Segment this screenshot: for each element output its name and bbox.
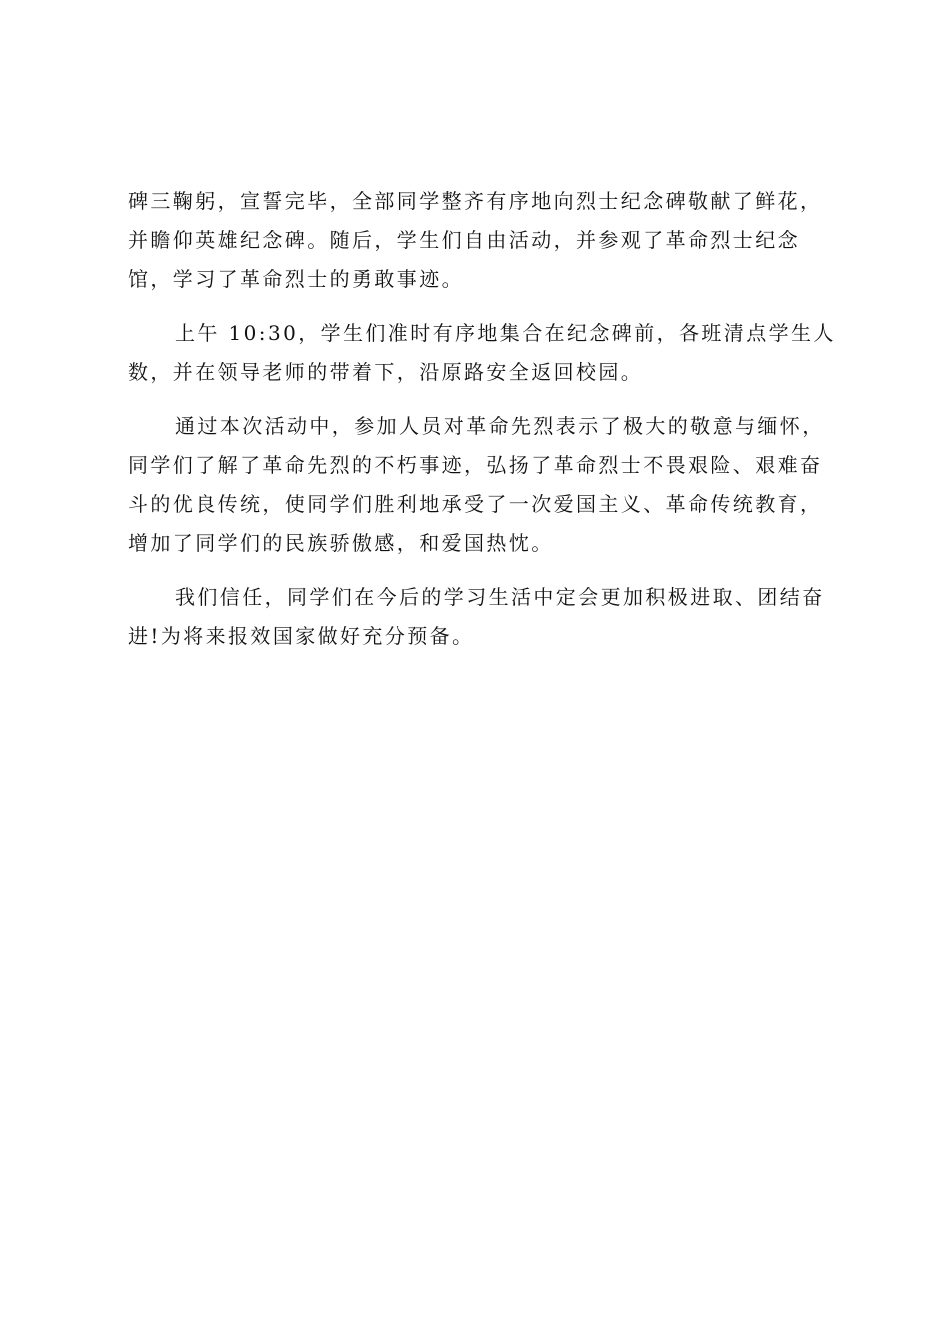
paragraph-line: 斗的优良传统，使同学们胜利地承受了一次爱国主义、革命传统教育， xyxy=(128,492,823,516)
paragraph-line: 同学们了解了革命先烈的不朽事迹，弘扬了革命烈士不畏艰险、艰难奋 xyxy=(128,453,823,477)
paragraph-3 xyxy=(128,407,832,563)
paragraph-4 xyxy=(128,578,832,656)
paragraph-line: 馆，学习了革命烈士的勇敢事迹。 xyxy=(128,267,464,291)
paragraph-line: 碑三鞠躬，宣誓完毕，全部同学整齐有序地向烈士纪念碑敬献了鲜花， xyxy=(128,189,823,213)
paragraph-line: 进!为将来报效国家做好充分预备。 xyxy=(128,624,475,648)
paragraph-line: 增加了同学们的民族骄傲感，和爱国热忱。 xyxy=(128,531,554,555)
paragraph-line: 上午 10:30，学生们准时有序地集合在纪念碑前，各班清点学生人 xyxy=(175,321,836,345)
paragraph-2 xyxy=(128,314,836,392)
paragraph-line: 通过本次活动中，参加人员对革命先烈表示了极大的敬意与缅怀， xyxy=(175,414,825,438)
paragraph-1 xyxy=(128,182,832,299)
document-body xyxy=(128,182,836,671)
paragraph-line: 我们信任，同学们在今后的学习生活中定会更加积极进取、团结奋 xyxy=(175,585,825,609)
paragraph-line: 并瞻仰英雄纪念碑。随后，学生们自由活动，并参观了革命烈士纪念 xyxy=(128,228,800,252)
paragraph-line: 数，并在领导老师的带着下，沿原路安全返回校园。 xyxy=(128,360,644,384)
